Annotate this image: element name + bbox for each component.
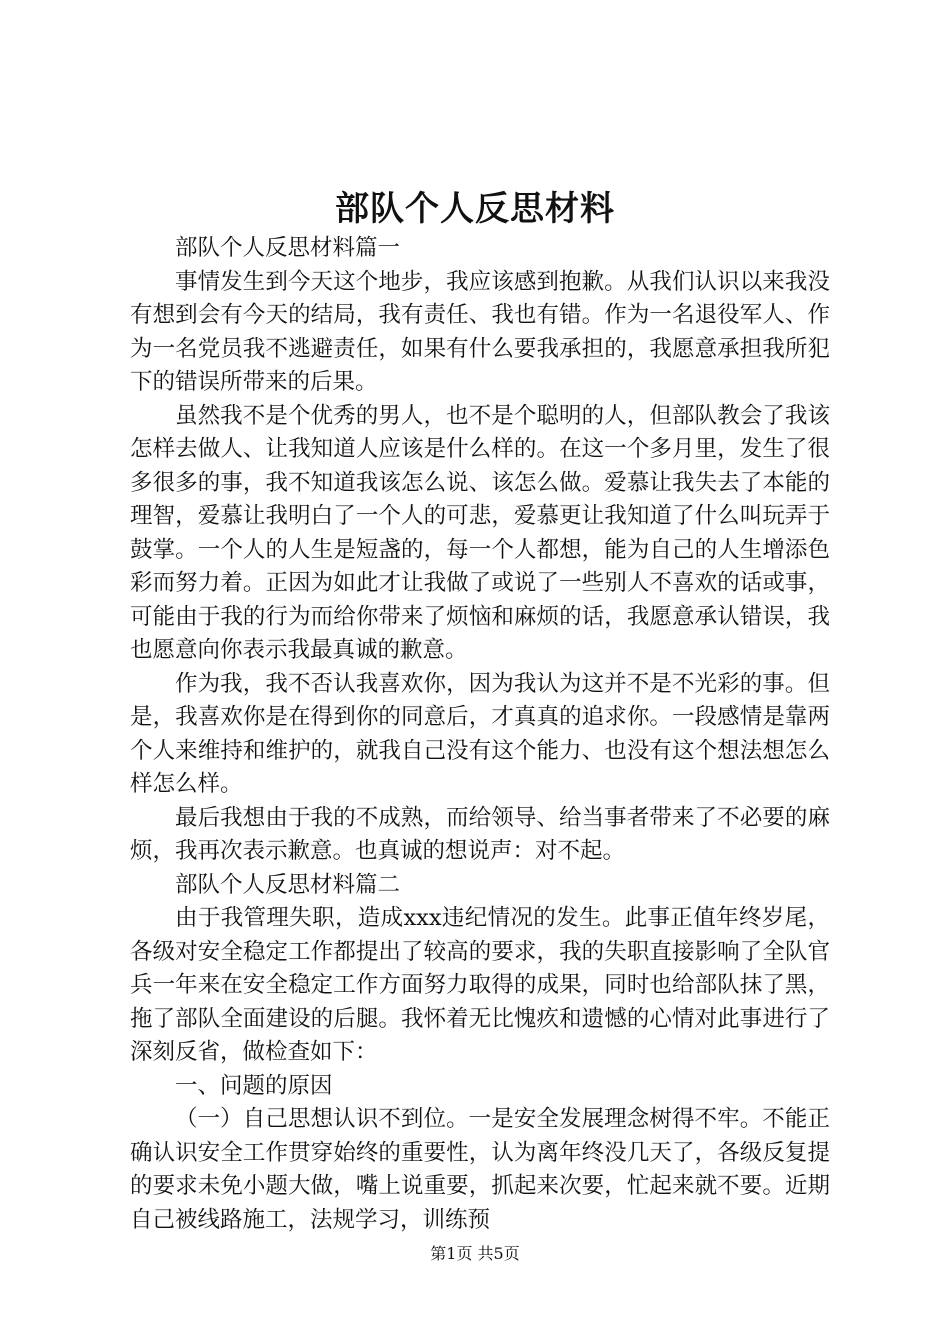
document-title: 部队个人反思材料 xyxy=(335,189,615,229)
document-body xyxy=(130,232,830,1237)
paragraph: 作为我，我不否认我喜欢你，因为我认为这并不是不光彩的事。但是，我喜欢你是在得到你的同意后，才真真的追求你。一段感情是靠两个人来维持和维护的，就我自己没有这个能力、也没有这个想法想怎么样怎么样。 xyxy=(130,670,830,797)
paragraph: 由于我管理失职，造成xxx违纪情况的发生。此事正值年终岁尾，各级对安全稳定工作都提出了较高的要求，我的失职直接影响了全队官兵一年来在安全稳定工作方面努力取得的成果，同时也给部队抹了黑，拖了部队全面建设的后腿。我怀着无比愧疚和遗憾的心情对此事进行了深刻反省，做检查如下： xyxy=(130,905,830,1065)
paragraph: 事情发生到今天这个地步，我应该感到抱歉。从我们认识以来我没有想到会有今天的结局，我有责任、我也有错。作为一名退役军人、作为一名党员我不逃避责任，如果有什么要我承担的，我愿意承担我所犯下的错误所带来的后果。 xyxy=(130,268,830,395)
page-number: 第1页 共5页 xyxy=(430,1244,520,1263)
paragraph: （一）自己思想认识不到位。一是安全发展理念树得不牢。不能正确认识安全工作贯穿始终的重要性，认为离年终没几天了，各级反复提的要求未免小题大做，嘴上说重要，抓起来次要，忙起来就不要。近期自己被线路施工，法规学习，训练预 xyxy=(130,1106,830,1233)
paragraph: 最后我想由于我的不成熟，而给领导、给当事者带来了不必要的麻烦，我再次表示歉意。也真诚的想说声：对不起。 xyxy=(130,804,830,864)
section-heading-1: 部队个人反思材料篇一 xyxy=(175,235,401,261)
section-heading-2: 部队个人反思材料篇二 xyxy=(175,871,401,898)
subsection-heading: 一、问题的原因 xyxy=(175,1072,333,1099)
paragraph: 虽然我不是个优秀的男人，也不是个聪明的人，但部队教会了我该怎样去做人、让我知道人应该是什么样的。在这一个多月里，发生了很多很多的事，我不知道我该怎么说、该怎么做。爱慕让我失去了本能的理智，爱慕让我明白了一个人的可悲，爱慕更让我知道了什么叫玩弄于鼓掌。一个人的人生是短盏的，每一个人都想，能为自己的人生增添色彩而努力着。正因为如此才让我做了或说了一些别人不喜欢的话或事，可能由于我的行为而给你带来了烦恼和麻烦的话，我愿意承认错误，我也愿意向你表示我最真诚的歉意。 xyxy=(130,402,830,663)
